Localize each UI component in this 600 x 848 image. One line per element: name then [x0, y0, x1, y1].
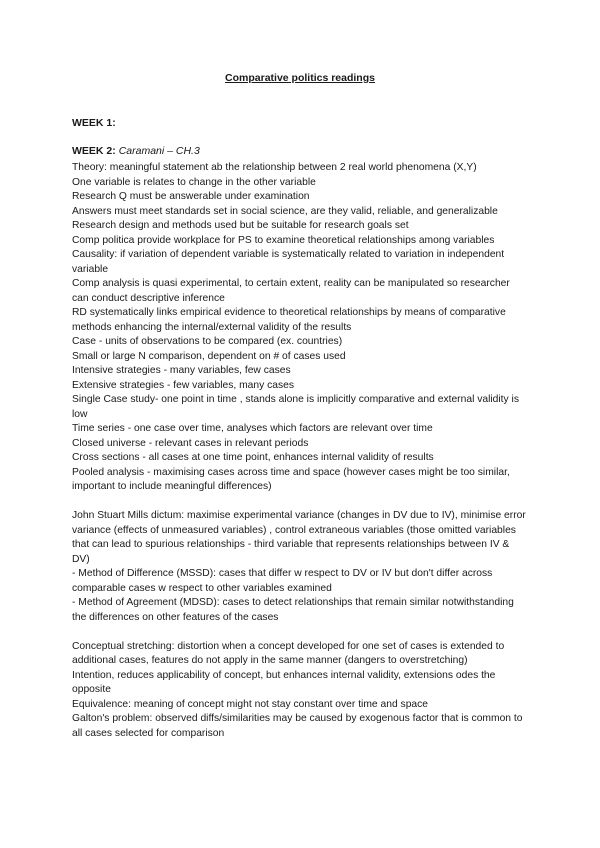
note-line: One variable is relates to change in the other variable	[72, 176, 316, 188]
document-title: Comparative politics readings	[225, 72, 375, 84]
week1-label: WEEK 1:	[72, 117, 116, 129]
note-line: Conceptual stretching: distortion when a concept developed for one set of cases is extended to additional cases, features do not apply in the same manner (dangers to overstretching)	[72, 640, 505, 666]
note-line: Small or large N comparison, dependent on # of cases used	[72, 350, 346, 362]
note-line: Extensive strategies - few variables, many cases	[72, 379, 295, 391]
note-line: Galton's problem: observed diffs/similarities may be caused by exogenous factor that is common to all cases selected for comparison	[72, 713, 523, 739]
notes-block-mill	[72, 509, 528, 625]
week2-heading	[72, 145, 200, 157]
note-line: Pooled analysis - maximising cases across time and space (however cases might be too similar, important to include meaningful differences)	[72, 466, 510, 492]
week2-source: Caramani – CH.3	[118, 145, 200, 157]
note-line: Single Case study- one point in time , stands alone is implicitly comparative and external validity is low	[72, 394, 519, 420]
note-line: Intensive strategies - many variables, few cases	[72, 365, 291, 376]
notes-block-concepts	[72, 640, 528, 742]
note-line: Intention, reduces applicability of concept, but enhances internal validity, extensions odes the opposite	[72, 669, 496, 695]
note-line: Answers must meet standards set in social science, are they valid, reliable, and generalizable	[72, 205, 498, 217]
note-line: Theory: meaningful statement ab the relationship between 2 real world phenomena (X,Y)	[72, 162, 477, 173]
note-line: Case - units of observations to be compared (ex. countries)	[72, 336, 343, 347]
week1-heading	[72, 117, 116, 129]
paragraph-gap	[72, 625, 528, 640]
note-line: - Method of Agreement (MDSD): cases to detect relationships that remain similar notwithstanding the differences on other features of the cases	[72, 597, 514, 623]
note-line: John Stuart Mills dictum: maximise experimental variance (changes in DV due to IV), minimise error variance (effects of unmeasured variables) , control extraneous variables (those omitted variables that can lead to spurious relationships - third variable that represents relationships between IV & DV)	[72, 510, 526, 565]
note-line: Cross sections - all cases at one time point, enhances internal validity of results	[72, 452, 434, 463]
note-line: Research Q must be answerable under examination	[72, 191, 310, 202]
week2-label: WEEK 2:	[72, 145, 116, 157]
paragraph-gap	[72, 495, 528, 510]
note-line: Closed universe - relevant cases in relevant periods	[72, 437, 309, 449]
notes-body	[72, 161, 528, 741]
note-line: Time series - one case over time, analyses which factors are relevant over time	[72, 423, 433, 434]
note-line: Equivalence: meaning of concept might not stay constant over time and space	[72, 698, 429, 710]
note-line: Comp politica provide workplace for PS to examine theoretical relationships among variables	[72, 234, 495, 246]
note-line: RD systematically links empirical evidence to theoretical relationships by means of comparative methods enhancing the internal/external validity of the results	[72, 307, 506, 333]
note-line: Research design and methods used but be suitable for research goals set	[72, 220, 409, 231]
notes-block-theory	[72, 161, 528, 495]
note-line: Comp analysis is quasi experimental, to certain extent, reality can be manipulated so researcher can conduct descriptive inference	[72, 278, 510, 304]
note-line: - Method of Difference (MSSD): cases that differ w respect to DV or IV but don't differ across comparable cases w respect to other variables examined	[72, 568, 493, 594]
note-line: Causality: if variation of dependent variable is systematically related to variation in independent variable	[72, 249, 505, 275]
